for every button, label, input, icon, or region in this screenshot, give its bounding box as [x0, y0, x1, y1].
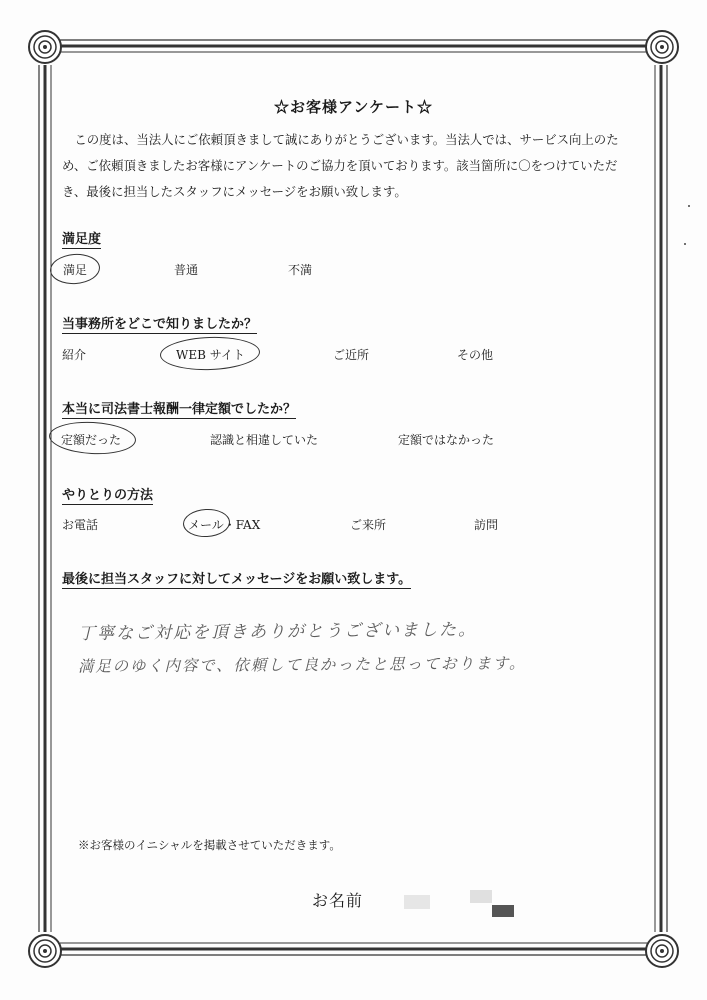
option-satisfied[interactable]: 満足: [63, 263, 88, 277]
redacted-name-block-3: [492, 905, 514, 917]
fixed-fee-heading: 本当に司法書士報酬一律定額でしたか？: [62, 398, 296, 419]
survey-title: ☆お客様アンケート☆: [273, 98, 434, 116]
intro-line-1: この度は、当法人にご依頼頂きまして誠にありがとうございます。当法人では、サービス向上のた: [74, 132, 619, 147]
option-normal[interactable]: 普通: [174, 263, 199, 277]
option-neighborhood[interactable]: ご近所: [333, 348, 370, 362]
satisfaction-heading: 満足度: [62, 228, 101, 249]
contact-method-heading: やりとりの方法: [62, 484, 153, 505]
option-visit-office[interactable]: ご来所: [350, 518, 387, 532]
intro-line-3: き、最後に担当したスタッフにメッセージをお願い致します。: [62, 184, 407, 199]
message-heading: 最後に担当スタッフに対してメッセージをお願い致します。: [62, 568, 411, 589]
intro-line-2: め、ご依頼頂きましたお客様にアンケートのご協力を頂いております。該当箇所に〇をつけていただ: [62, 158, 618, 173]
option-not-fixed[interactable]: 定額ではなかった: [398, 433, 495, 447]
option-other[interactable]: その他: [457, 348, 494, 362]
referral-heading: 当事務所をどこで知りましたか？: [62, 313, 257, 334]
corner-ornament-bottom-left: [26, 932, 64, 970]
redacted-name-block-1: [404, 895, 430, 909]
option-email-fax[interactable]: メール・FAX: [188, 518, 261, 532]
option-fixed[interactable]: 定額だった: [61, 433, 122, 447]
corner-ornament-bottom-right: [643, 932, 681, 970]
redacted-name-block-2: [470, 890, 492, 903]
option-different[interactable]: 認識と相違していた: [210, 433, 319, 447]
handwritten-message-line-1: 丁寧なご対応を頂きありがとうございました。: [77, 619, 478, 645]
option-website[interactable]: WEB サイト: [176, 348, 245, 362]
option-home-visit[interactable]: 訪問: [474, 518, 499, 532]
initials-note: ※お客様のイニシャルを掲載させていただきます。: [78, 838, 341, 852]
handwritten-message-line-2: 満足のゆく内容で、依頼して良かったと思っております。: [77, 654, 527, 676]
name-label: お名前: [312, 891, 364, 910]
scan-speck: [688, 205, 690, 207]
scan-speck: [684, 243, 686, 245]
option-phone[interactable]: お電話: [62, 518, 99, 532]
option-unsatisfied[interactable]: 不満: [288, 263, 313, 277]
option-referral[interactable]: 紹介: [62, 348, 87, 362]
corner-ornament-top-left: [26, 28, 64, 66]
corner-ornament-top-right: [643, 28, 681, 66]
intro-paragraph: [62, 127, 652, 205]
